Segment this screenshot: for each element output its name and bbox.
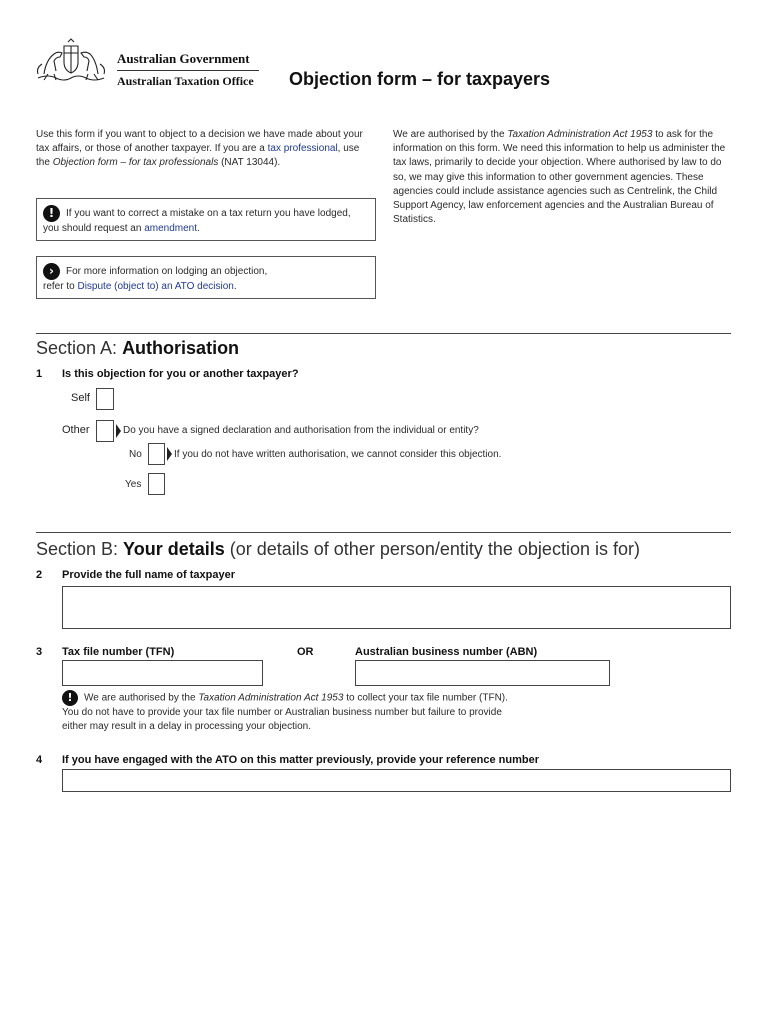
privacy-text: to ask for the information on this form. We need this information to help us administer the tax laws, primarily to decide your objection. Where authorised by law to do so, we may give this information to other government agencies. These agencies could include assistance agencies such as Centrelink, the Child Support Agency, law enforcement agencies and the Australian Bureau of Statistics.: [393, 129, 726, 226]
question-number: 2: [36, 569, 43, 581]
header-divider: [117, 70, 259, 71]
note-text: You do not have to provide your tax file number or Australian business number but failure to provide: [62, 707, 502, 718]
note-text: If you want to correct a mistake on a tax return you have lodged, you should request an: [43, 208, 351, 234]
chevron-right-icon: ›: [43, 263, 60, 280]
exclamation-icon: !: [62, 690, 78, 706]
no-authorisation-note: If you do not have written authorisation, we cannot consider this objection.: [174, 449, 502, 460]
question-number: 4: [36, 754, 43, 766]
section-prefix: Section A:: [36, 338, 123, 358]
coat-of-arms-icon: [34, 38, 108, 84]
intro-text: Use this form if you want to object to a decision we have made about your tax affairs, or those of another taxpayer. If you are a: [36, 129, 363, 155]
or-label: OR: [297, 646, 314, 658]
arrow-right-icon: [116, 424, 121, 438]
exclamation-icon: !: [43, 205, 60, 222]
amendment-link[interactable]: amendment: [144, 223, 197, 234]
self-label: Self: [71, 392, 90, 404]
tfn-label: Tax file number (TFN): [62, 646, 175, 658]
question-text: Is this objection for you or another taxpayer?: [62, 368, 299, 380]
act-name: Taxation Administration Act 1953: [198, 692, 344, 704]
yes-checkbox[interactable]: [148, 473, 165, 495]
agency-name: Australian Taxation Office: [117, 74, 254, 88]
reference-number-field[interactable]: [62, 769, 731, 792]
question-number: 1: [36, 368, 43, 380]
note-text: either may result in a delay in processing your objection.: [62, 721, 312, 732]
intro-text: , use the: [36, 143, 360, 169]
more-info-note: [36, 256, 376, 299]
dispute-decision-link[interactable]: Dispute (object to) an ATO decision: [77, 281, 234, 292]
note-text: .: [233, 281, 237, 292]
question-text: Provide the full name of taxpayer: [62, 569, 235, 581]
section-b-heading: [36, 539, 640, 560]
section-title: Authorisation: [122, 338, 240, 358]
no-checkbox[interactable]: [148, 443, 165, 465]
note-text: We are authorised by the: [84, 692, 199, 704]
arrow-right-icon: [167, 447, 172, 461]
section-subtitle: (or details of other person/entity the objection is for): [224, 539, 640, 559]
taxpayer-name-field[interactable]: [62, 586, 731, 629]
self-checkbox[interactable]: [96, 388, 114, 410]
government-name: Australian Government: [117, 51, 250, 66]
tax-professional-link[interactable]: tax professional: [267, 143, 338, 155]
note-text: refer to: [43, 281, 78, 292]
section-prefix: Section B:: [36, 539, 124, 559]
section-a-heading: [36, 338, 239, 359]
act-name: Taxation Administration Act 1953: [507, 129, 653, 140]
yes-label: Yes: [125, 479, 142, 490]
intro-paragraph: [36, 128, 376, 171]
other-checkbox[interactable]: [96, 420, 114, 442]
intro-text: (NAT 13044).: [218, 157, 281, 169]
no-label: No: [129, 449, 142, 460]
tfn-field[interactable]: [62, 660, 263, 686]
abn-field[interactable]: [355, 660, 610, 686]
other-label: Other: [62, 424, 90, 436]
privacy-text: We are authorised by the: [393, 129, 508, 140]
question-number: 3: [36, 646, 43, 658]
note-text: to collect your tax file number (TFN).: [343, 692, 508, 704]
question-text: If you have engaged with the ATO on this matter previously, provide your reference number: [62, 754, 539, 766]
authorisation-question: Do you have a signed declaration and authorisation from the individual or entity?: [123, 425, 479, 436]
tfn-privacy-note: [62, 690, 662, 734]
amendment-note: [36, 198, 376, 241]
note-text: For more information on lodging an objection,: [66, 266, 268, 278]
abn-label: Australian business number (ABN): [355, 646, 538, 658]
section-a-divider: [36, 333, 731, 334]
note-text: .: [197, 223, 200, 234]
page-title: Objection form – for taxpayers: [289, 69, 551, 89]
section-b-divider: [36, 532, 731, 533]
section-title: Your details: [123, 539, 225, 559]
intro-form-name: Objection form – for tax professionals: [52, 157, 219, 169]
privacy-paragraph: [393, 128, 733, 227]
